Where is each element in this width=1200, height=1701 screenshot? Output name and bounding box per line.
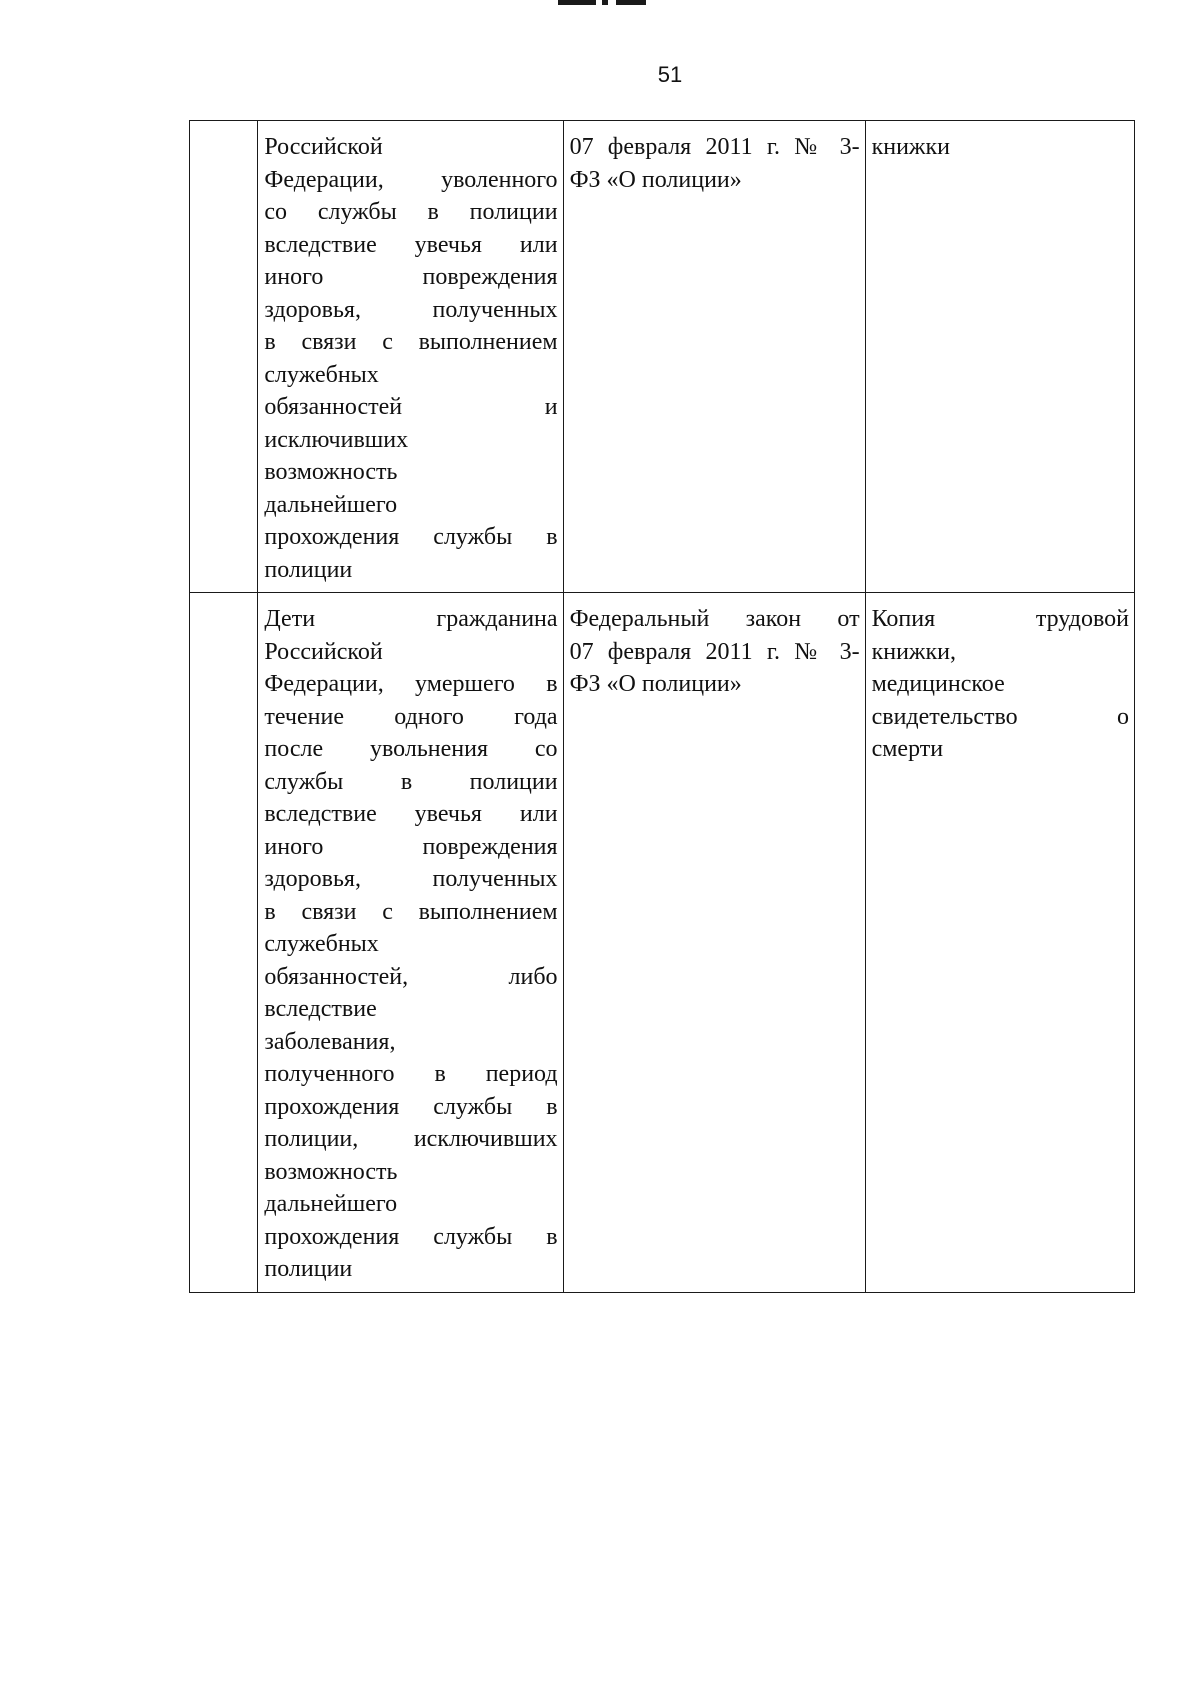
- text-line: книжки,: [871, 638, 957, 665]
- documents-cell: [865, 121, 1134, 593]
- text-line: службы в полиции: [264, 768, 558, 795]
- text-line: течение одного года: [264, 703, 558, 730]
- text-line: возможность: [264, 1158, 398, 1185]
- text-line: Российской: [264, 134, 383, 160]
- table-row: [190, 593, 1135, 1293]
- number-cell: [190, 121, 258, 593]
- text-line: Дети гражданина: [264, 606, 558, 632]
- text-line: со службы в полиции: [264, 199, 558, 225]
- category-cell: [258, 121, 563, 593]
- text-line: вследствие: [264, 996, 377, 1022]
- category-text: [264, 603, 557, 1286]
- text-line: иного повреждения: [264, 833, 558, 860]
- text-line: полиции: [264, 1256, 353, 1282]
- table-row: [190, 121, 1135, 593]
- text-line: Федерации, уволенного: [264, 166, 558, 193]
- text-line: Российской: [264, 638, 383, 665]
- text-line: после увольнения со: [264, 736, 558, 762]
- law-text: [570, 131, 860, 196]
- category-cell: [258, 593, 563, 1293]
- text-line: возможность: [264, 459, 398, 485]
- text-line: Федерации, умершего в: [264, 671, 558, 697]
- text-line: в связи с выполнением: [264, 898, 558, 925]
- text-line: заболевания,: [264, 1028, 396, 1055]
- documents-cell: [865, 593, 1134, 1293]
- text-line: прохождения службы в: [264, 1093, 558, 1120]
- text-line: дальнейшего: [264, 1191, 398, 1217]
- text-line: смерти: [871, 736, 944, 762]
- number-cell: [190, 593, 258, 1293]
- text-line: прохождения службы в: [264, 1223, 558, 1250]
- law-cell: [563, 593, 865, 1293]
- text-line: дальнейшего: [264, 491, 398, 518]
- text-line: полиции, исключивших: [264, 1126, 558, 1152]
- text-line: вследствие увечья или: [264, 231, 558, 258]
- text-line: в связи с выполнением: [264, 329, 558, 355]
- text-line: полученного в период: [264, 1061, 558, 1087]
- text-line: здоровья, полученных: [264, 866, 558, 892]
- scan-top-mark: [558, 0, 654, 6]
- text-line: обязанностей и: [264, 394, 558, 420]
- text-line: прохождения службы в: [264, 524, 558, 550]
- text-line: ФЗ «О полиции»: [569, 166, 742, 193]
- text-line: свидетельство о: [871, 703, 1129, 730]
- category-text: [264, 131, 557, 586]
- law-text: [570, 603, 860, 701]
- text-line: служебных: [264, 931, 379, 957]
- text-line: служебных: [264, 361, 379, 388]
- text-line: медицинское: [871, 671, 1005, 697]
- text-line: полиции: [264, 556, 353, 583]
- text-line: Федеральный закон от: [569, 606, 860, 632]
- benefits-table: [189, 120, 1135, 1293]
- text-line: книжки: [871, 134, 951, 160]
- text-line: вследствие увечья или: [264, 801, 558, 827]
- text-line: обязанностей, либо: [264, 963, 558, 990]
- text-line: 07 февраля 2011 г. № 3-: [569, 638, 860, 665]
- page-number: 51: [657, 62, 683, 87]
- text-line: иного повреждения: [264, 264, 558, 290]
- text-line: ФЗ «О полиции»: [569, 671, 742, 697]
- documents-text: [872, 131, 1129, 164]
- documents-text: [872, 603, 1129, 766]
- text-line: здоровья, полученных: [264, 296, 558, 323]
- text-line: исключивших: [264, 426, 409, 453]
- text-line: Копия трудовой: [871, 606, 1129, 632]
- law-cell: [563, 121, 865, 593]
- text-line: 07 февраля 2011 г. № 3-: [569, 134, 860, 160]
